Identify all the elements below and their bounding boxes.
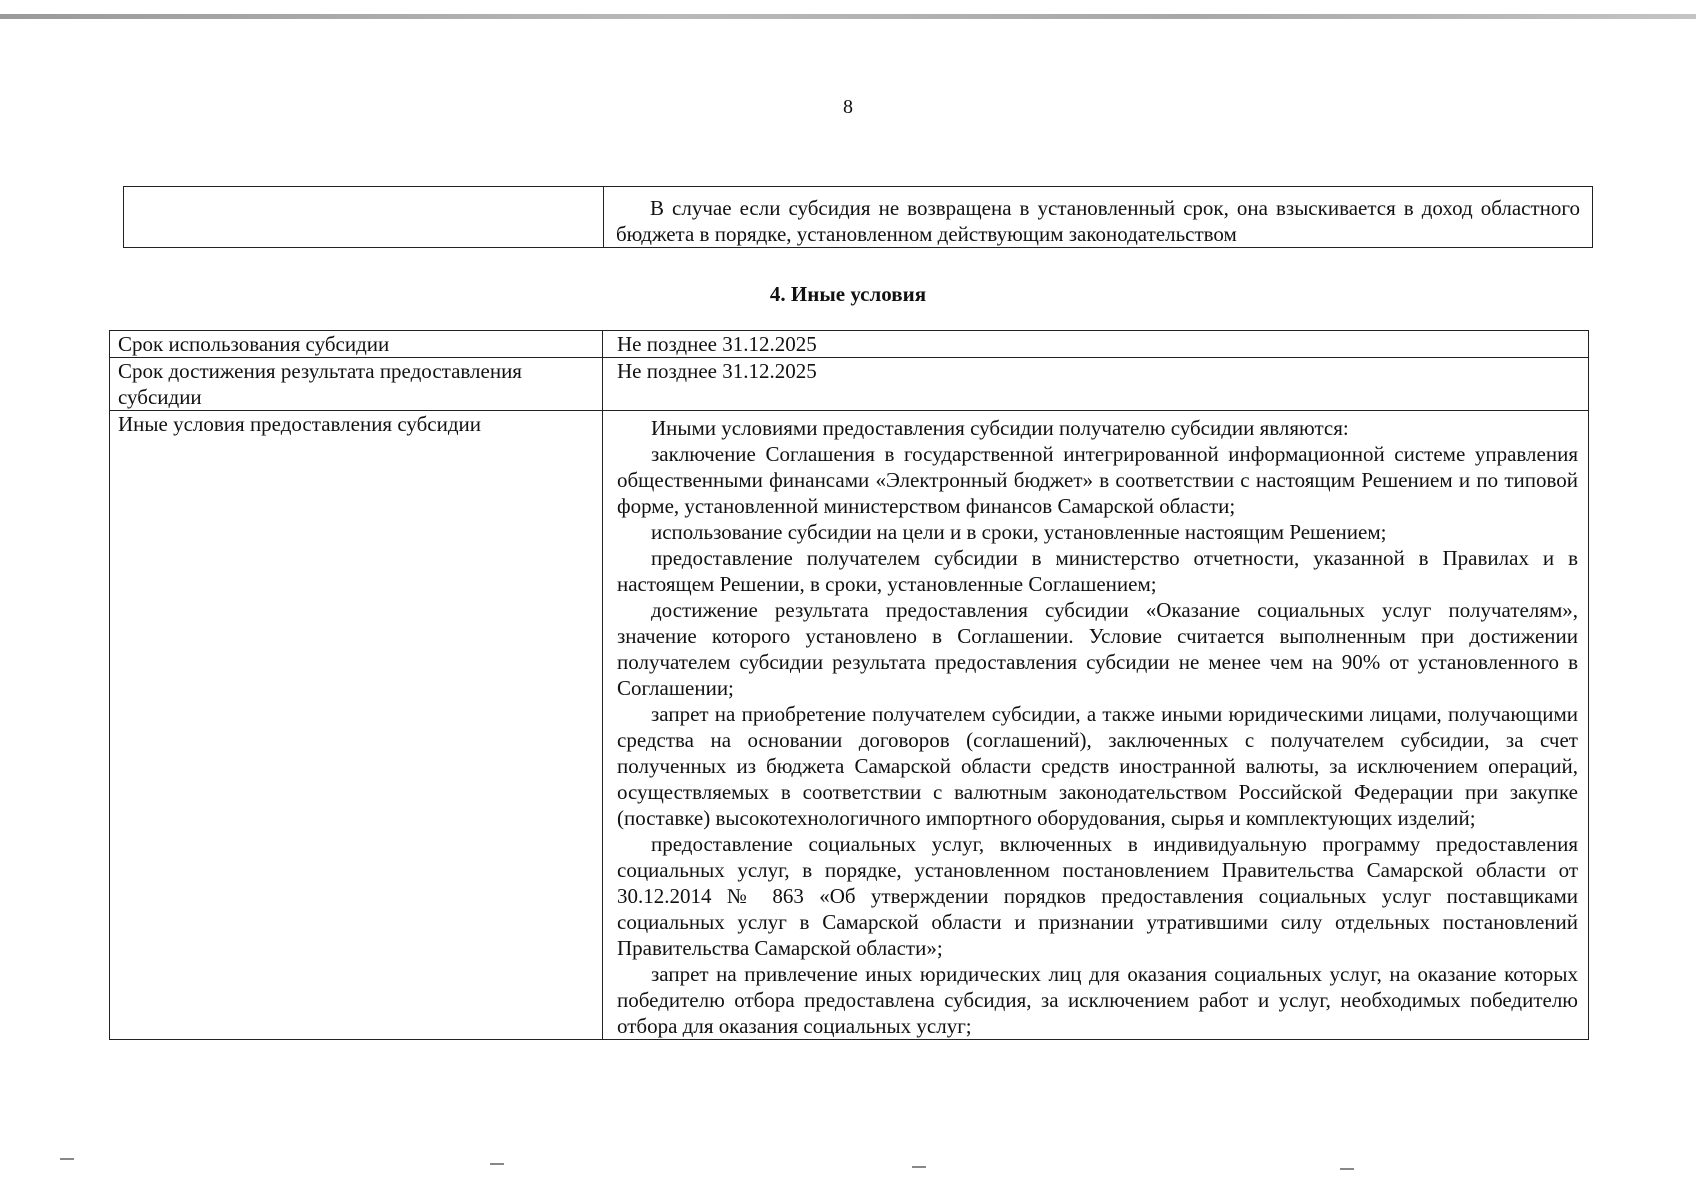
scan-mark: [912, 1166, 926, 1168]
section-title: 4. Иные условия: [769, 282, 927, 306]
condition-paragraph: запрет на приобретение получателем субсидии, а также иными юридическими лицами, получающими средства на основании договоров (соглашений), заключенных с получателем субсидии, за счет полученных из бюджета Самарской области средств иностранной валюты, за исключением операций, осуществляемых в соответствии с валютным законодательством Российской Федерации при закупке (поставке) высокотехнологичного импортного оборудования, сырья и комплектующих изделий;: [617, 702, 1578, 830]
value-cell: [604, 187, 1593, 248]
value-cell: Не позднее 31.12.2025: [603, 358, 1589, 411]
value-cell: [603, 411, 1589, 1040]
condition-paragraph: запрет на привлечение иных юридических лиц для оказания социальных услуг, на оказание которых победителю отбора предоставлена субсидия, за исключением работ и услуг, необходимых победителю отбора для оказания социальных услуг;: [617, 962, 1578, 1038]
condition-paragraph: предоставление социальных услуг, включенных в индивидуальную программу предоставления социальных услуг, в порядке, установленном постановлением Правительства Самарской области от 30.12.2014 № 863 «Об утверждении порядков предоставления социальных услуг поставщиками социальных услуг в Самарской области и признании утратившими силу отдельных постановлений Правительства Самарской области»;: [617, 832, 1578, 960]
scan-top-rule: [0, 14, 1696, 19]
table-row: [110, 358, 1589, 411]
page-number: 8: [843, 96, 853, 118]
scan-mark: [490, 1163, 504, 1165]
scan-mark: [60, 1158, 74, 1160]
scan-mark: [1340, 1168, 1354, 1170]
empty-label-cell: [124, 187, 604, 248]
condition-paragraph: достижение результата предоставления субсидии «Оказание социальных услуг получателям», значение которого установлено в Соглашении. Условие считается выполненным при достижении получателем субсидии результата предоставления субсидии не менее чем на 90% от установленного в Соглашении;: [617, 598, 1578, 700]
label-cell: Иные условия предоставления субсидии: [110, 411, 603, 1040]
conditions-table: [109, 330, 1589, 1040]
return-terms-table: [123, 186, 1593, 248]
condition-paragraph: использование субсидии на цели и в сроки, установленные настоящим Решением;: [651, 520, 1387, 544]
label-cell: Срок использования субсидии: [110, 331, 603, 358]
return-terms-text: В случае если субсидия не возвращена в установленный срок, она взыскивается в доход областного бюджета в порядке, установленном действующим законодательством: [616, 196, 1580, 246]
table-row: [124, 187, 1593, 248]
condition-paragraph: предоставление получателем субсидии в министерство отчетности, указанной в Правилах и в настоящем Решении, в сроки, установленные Соглашением;: [617, 546, 1578, 596]
table-row: [110, 331, 1589, 358]
condition-paragraph: заключение Соглашения в государственной интегрированной информационной системе управления общественными финансами «Электронный бюджет» в соответствии с настоящим Решением и по типовой форме, установленной министерством финансов Самарской области;: [617, 442, 1578, 518]
conditions-intro: Иными условиями предоставления субсидии получателю субсидии являются:: [651, 416, 1349, 440]
value-cell: Не позднее 31.12.2025: [603, 331, 1589, 358]
table-row: [110, 411, 1589, 1040]
label-cell: Срок достижения результата предоставления субсидии: [110, 358, 603, 411]
